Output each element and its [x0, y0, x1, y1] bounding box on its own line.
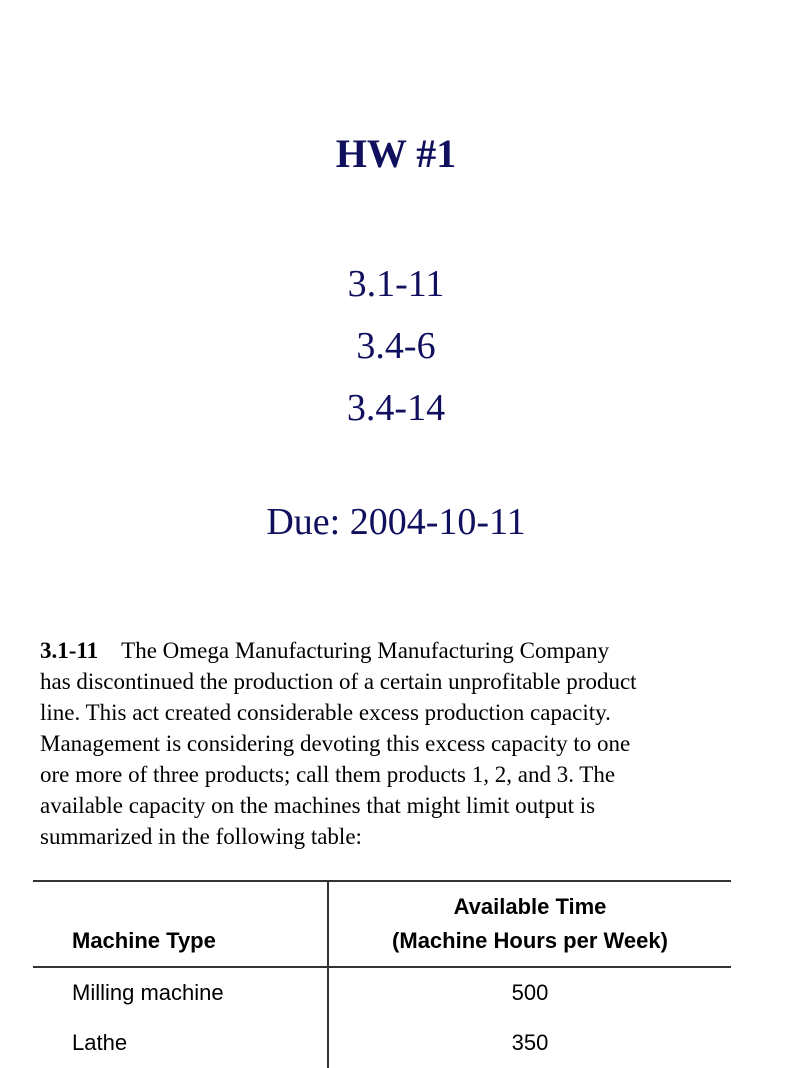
problem-text-line [40, 635, 720, 666]
capacity-table [33, 880, 731, 1068]
problem-text-line: ore more of three products; call them products 1, 2, and 3. The [40, 762, 616, 787]
table-header-row [33, 881, 731, 967]
problem-list [0, 253, 792, 439]
problem-text-line: available capacity on the machines that might limit output is [40, 793, 596, 818]
problem-text-line: has discontinued the production of a certain unprofitable product [40, 669, 637, 694]
problem-text-line: Management is considering devoting this excess capacity to one [40, 731, 631, 756]
problem-number: 3.1-11 [40, 638, 99, 663]
table-row [33, 1018, 731, 1068]
problem-first-line: The Omega Manufacturing Manufacturing Company [121, 638, 610, 663]
hours-cell: 500 [511, 980, 549, 1005]
due-date: Due: 2004-10-11 [266, 501, 526, 543]
machine-type-header: Machine Type [33, 881, 328, 967]
problem-text [40, 635, 720, 852]
page-title: HW #1 [335, 131, 457, 176]
available-time-header-line2: (Machine Hours per Week) [392, 928, 668, 953]
machine-cell: Lathe [33, 1018, 328, 1068]
problem-item: 3.4-6 [356, 325, 436, 367]
problem-item: 3.4-14 [346, 387, 446, 429]
hours-cell: 350 [511, 1030, 549, 1055]
problem-text-line: summarized in the following table: [40, 824, 362, 849]
machine-cell: Milling machine [33, 967, 328, 1018]
available-time-header [328, 881, 731, 967]
problem-item: 3.1-11 [347, 263, 445, 305]
table-row [33, 967, 731, 1018]
problem-text-line: line. This act created considerable excess production capacity. [40, 700, 611, 725]
available-time-header-line1: Available Time [453, 894, 607, 919]
